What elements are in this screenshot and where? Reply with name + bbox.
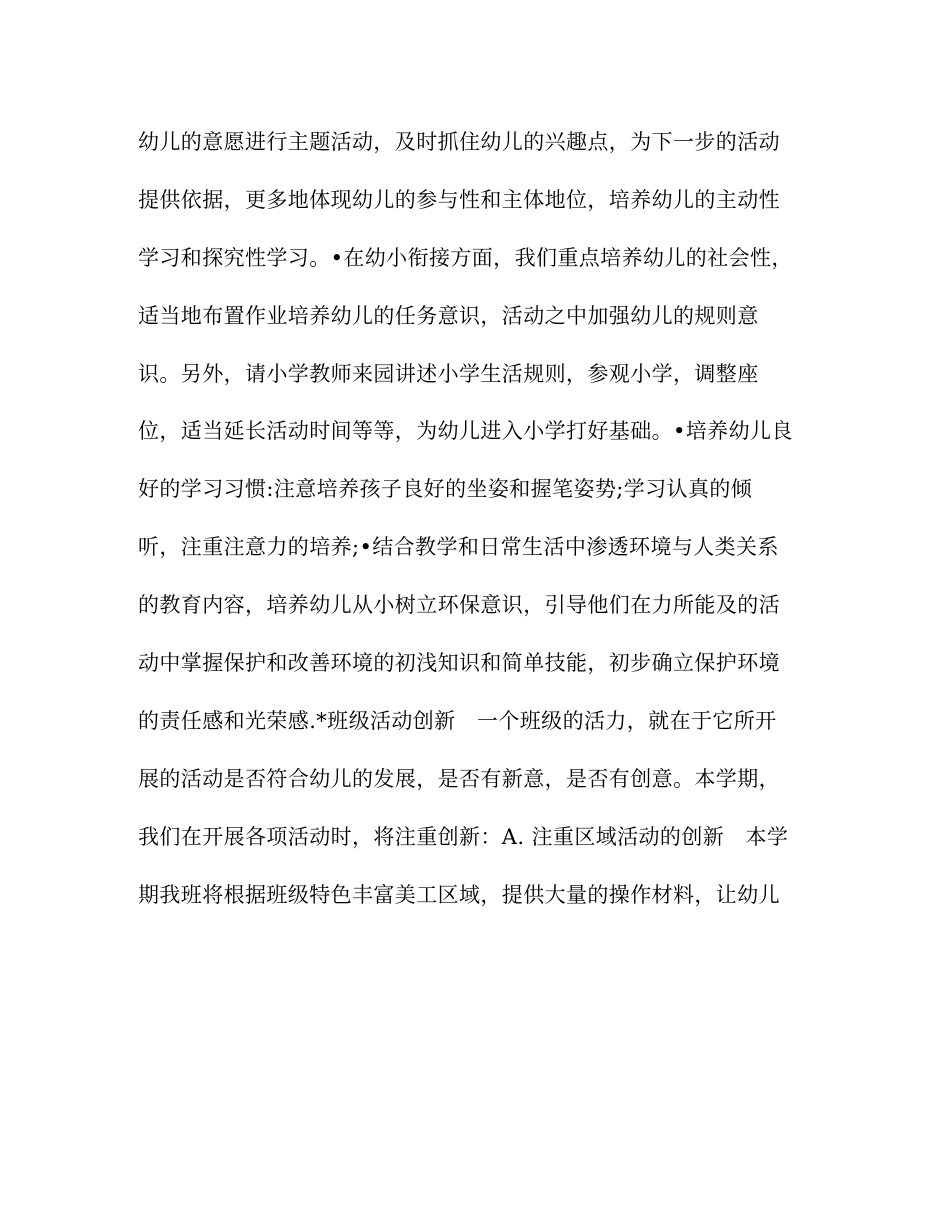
text-line: 听，注重注意力的培养;•结合教学和日常生活中渗透环境与人类关系 [138, 535, 779, 560]
body-text [138, 122, 838, 932]
text-line: 幼儿的意愿进行主题活动，及时抓住幼儿的兴趣点，为下一步的活动 [138, 130, 780, 154]
text-line: 识。另外，请小学教师来园讲述小学生活规则，参观小学，调整座 [138, 361, 759, 386]
text-line: 期我班将根据班级特色丰富美工区域，提供大量的操作材料，让幼儿 [138, 882, 780, 907]
text-line: 的教育内容，培养幼儿从小树立环保意识，引导他们在力所能及的活 [138, 593, 780, 618]
text-line: 提供依据，更多地体现幼儿的参与性和主体地位，培养幼儿的主动性 [138, 187, 780, 212]
text-line: 的责任感和光荣感.*班级活动创新 一个班级的活力，就在于它所开 [138, 708, 777, 733]
text-line: 适当地布置作业培养幼儿的任务意识，活动之中加强幼儿的规则意 [138, 303, 759, 328]
text-line: 好的学习习惯:注意培养孩子良好的坐姿和握笔姿势;学习认真的倾 [138, 477, 753, 502]
text-line: 学习和探究性学习。•在幼小衔接方面，我们重点培养幼儿的社会性， [138, 245, 793, 270]
text-line: 我们在开展各项活动时，将注重创新：A. 注重区域活动的创新 本学 [138, 824, 789, 849]
text-line: 动中掌握保护和改善环境的初浅知识和简单技能，初步确立保护环境 [138, 651, 780, 676]
text-line: 展的活动是否符合幼儿的发展，是否有新意，是否有创意。本学期， [138, 766, 780, 791]
text-line: 位，适当延长活动时间等等，为幼儿进入小学打好基础。•培养幼儿良 [138, 419, 793, 444]
